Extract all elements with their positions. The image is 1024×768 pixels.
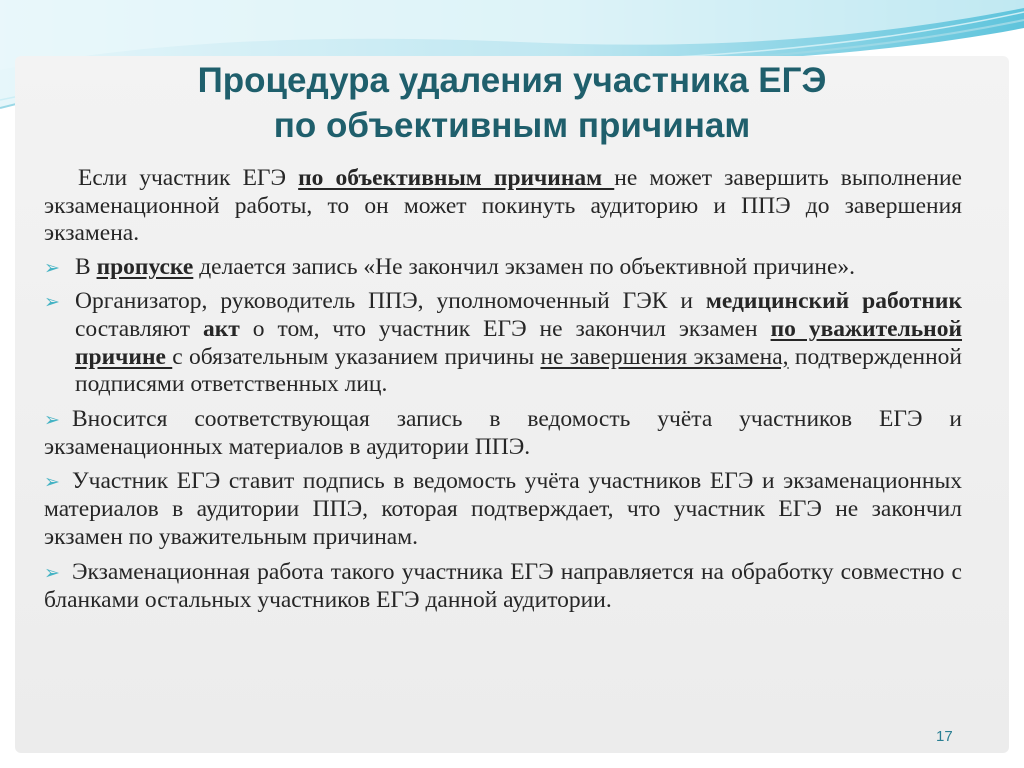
list-item [44,288,962,398]
item2-text-2: составляют [75,315,203,342]
slide-title [0,58,1024,148]
item5-text: Экзаменационная работа такого участника ЕГЭ направляется на обработку совместно с бланками остальных участников ЕГЭ данной аудитории. [44,558,962,613]
item4-text: Участник ЕГЭ ставит подпись в ведомость учёта участников ЕГЭ и экзаменационных материалов в аудитории ППЭ, которая подтверждает, что участник ЕГЭ не закончил экзамен по уважительным причинам. [44,468,962,550]
item2-text-3: о том, что участник ЕГЭ не закончил экзамен [239,315,771,342]
arrow-bullet-icon: ➢ [44,471,60,494]
item1-text-2: делается запись «Не закончил экзамен по объективной причине». [193,253,856,280]
list-item [44,406,962,462]
item1-text-1: В [75,253,97,280]
arrow-bullet-icon: ➢ [44,291,60,314]
arrow-bullet-icon: ➢ [44,408,60,431]
page-number: 17 [936,728,953,745]
list-item [44,468,962,551]
item2-emphasis-1: медицинский работник [705,288,962,315]
arrow-bullet-icon: ➢ [44,561,60,584]
intro-text-1: Если участник ЕГЭ [78,165,299,191]
item2-text-4: с обязательным указанием причины [172,343,541,370]
title-line-2: по объективным причинам [273,106,751,145]
item2-emphasis-3: по уважительной причине [75,315,963,370]
intro-emphasis: по объективным причинам [298,165,615,191]
list-item [44,559,962,615]
title-line-1: Процедура удаления участника ЕГЭ [197,61,827,100]
item2-emphasis-2: акт [202,315,240,342]
item2-underlined: не завершения экзамена, [540,343,789,370]
item2-text-1: Организатор, руководитель ППЭ, уполномоченный ГЭК и [75,288,706,315]
intro-text-2: не может завершить выполнение экзаменационной работы, то он может покинуть аудиторию и ППЭ до завершения экзамена. [44,165,962,247]
item3-text: Вносится соответствующая запись в ведомость учёта участников ЕГЭ и экзаменационных материалов в аудитории ППЭ. [44,405,962,460]
intro-paragraph [44,165,962,248]
item2-text-5: подтвержденной подписями ответственных лиц. [75,343,963,398]
body-text [44,165,962,621]
arrow-bullet-icon: ➢ [44,256,60,279]
list-item [44,254,962,282]
item1-emphasis: пропуске [96,253,194,280]
